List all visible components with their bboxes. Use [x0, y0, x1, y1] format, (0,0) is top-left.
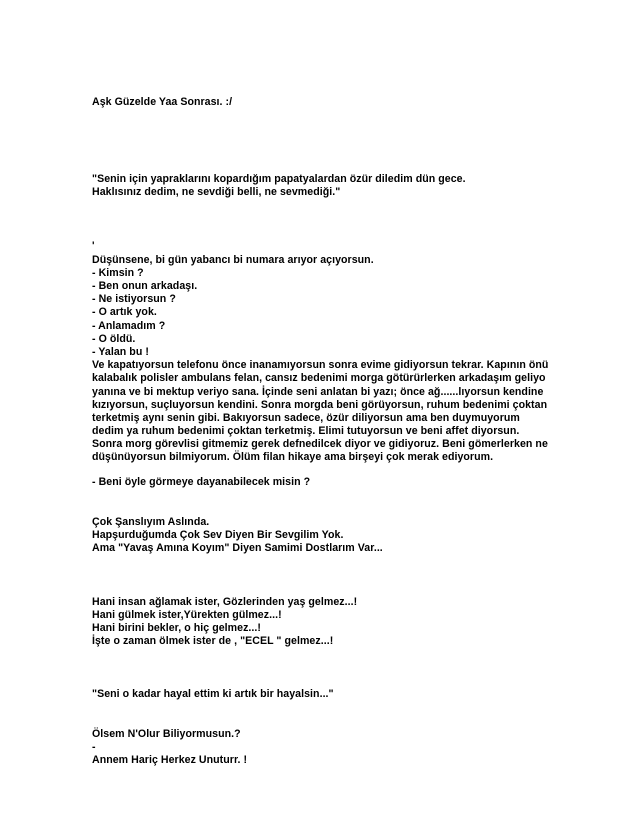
closing-dash: - — [92, 741, 96, 753]
lucky-line: Çok Şanslıyım Aslında. — [92, 516, 210, 528]
story-line: dedim ya ruhum bedenimi çoktan terketmiş. Elimi tutuyorsun ve beni affet diyorsun. — [92, 425, 520, 437]
poem-line: Hani insan ağlamak ister, Gözlerinden yaş gelmez...! — [92, 596, 358, 608]
dialogue-line: - Ben onun arkadaşı. — [92, 280, 198, 292]
poem-line: Hani birini bekler, o hiç gelmez...! — [92, 622, 261, 634]
quote-line: "Senin için yapraklarını kopardığım papatyalardan özür diledim dün gece. — [92, 173, 466, 185]
dialogue-line: - Yalan bu ! — [92, 346, 149, 358]
story-question: - Beni öyle görmeye dayanabilecek misin ? — [92, 476, 311, 488]
dialogue-line: - O artık yok. — [92, 306, 157, 318]
story-line: kızıyorsun, suçluyorsun kendini. Sonra morgda beni görüyorsun, ruhum bedenimi çoktan — [92, 399, 548, 411]
lucky-line: Ama "Yavaş Amına Koyım" Diyen Samimi Dostlarım Var... — [92, 542, 383, 554]
closing-line: Ölsem N'Olur Biliyormusun.? — [92, 728, 241, 740]
story-line: Ve kapatıyorsun telefonu önce inanamıyorsun sonra evime gidiyorsun tekrar. Kapının önü — [92, 359, 549, 371]
story-line: Sonra morg görevlisi gitmemiz gerek defnedilcek diyor ve gidiyoruz. Beni gömerlerken ne — [92, 438, 548, 450]
dialogue-line: - Ne istiyorsun ? — [92, 293, 176, 305]
story-line: kalabalık polisler ambulans felan, cansız bedenimi morga götürürlerken arkadaşım geliyo — [92, 372, 546, 384]
story-line: Düşünsene, bi gün yabancı bi numara arıyor açıyorsun. — [92, 254, 374, 266]
quote-line: Haklısınız dedim, ne sevdiği belli, ne sevmediği." — [92, 186, 341, 198]
story-line: yanına ve bi mektup veriyo sana. İçinde seni anlatan bi yazı; önce ağ......lıyorsun kendine — [92, 386, 544, 398]
poem-line: İşte o zaman ölmek ister de , "ECEL " gelmez...! — [92, 635, 334, 647]
story-line: terketmiş aynı senin gibi. Bakıyorsun sadece, özür diliyorsun ama ben duymuyorum — [92, 412, 520, 424]
closing-line: Annem Hariç Herkez Unuturr. ! — [92, 754, 248, 766]
dialogue-line: - Anlamadım ? — [92, 320, 166, 332]
document-title: Aşk Güzelde Yaa Sonrası. :/ — [92, 96, 233, 108]
document-page — [92, 0, 612, 826]
poem-line: Hani gülmek ister,Yürekten gülmez...! — [92, 609, 282, 621]
dream-quote: "Seni o kadar hayal ettim ki artık bir hayalsin..." — [92, 688, 334, 700]
apostrophe-mark: ' — [92, 240, 95, 252]
story-line: düşünüyorsun bilmiyorum. Ölüm filan hikaye ama birşeyi çok merak ediyorum. — [92, 451, 494, 463]
lucky-line: Hapşurduğumda Çok Sev Diyen Bir Sevgilim Yok. — [92, 529, 344, 541]
dialogue-line: - O öldü. — [92, 333, 136, 345]
dialogue-line: - Kimsin ? — [92, 267, 144, 279]
